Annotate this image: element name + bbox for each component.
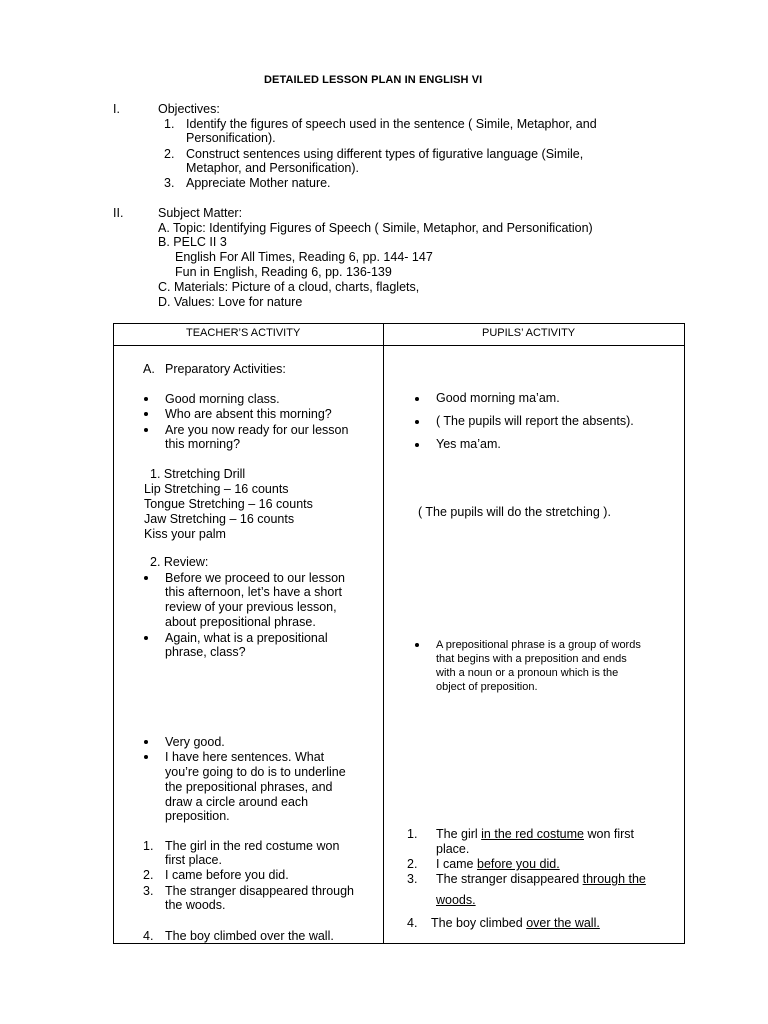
subject-line: B. PELC II 3 [158, 235, 227, 249]
objective-text: Metaphor, and Personification). [186, 161, 360, 175]
subject-line: Fun in English, Reading 6, pp. 136-139 [175, 265, 392, 279]
definition-line: A prepositional phrase is a group of words [436, 639, 641, 651]
sentence-text: first place. [165, 853, 222, 867]
answer-number: 2. [407, 857, 418, 871]
subject-line: English For All Times, Reading 6, pp. 144- 147 [175, 250, 433, 264]
sentence-number: 4. [143, 929, 154, 943]
objective-text: Identify the figures of speech used in the sentence ( Simile, Metaphor, and [186, 117, 597, 131]
pupil-line: Good morning ma’am. [436, 391, 560, 405]
bullet-icon [144, 636, 148, 640]
answer-number: 4. [407, 916, 418, 930]
teacher-line: Who are absent this morning? [165, 407, 332, 421]
objective-number: 1. [164, 117, 175, 131]
teacher-line: this afternoon, let’s have a short [165, 585, 342, 599]
sentence-text: The boy climbed over the wall. [165, 929, 334, 943]
underlined-phrase: over the wall. [526, 916, 600, 930]
underlined-phrase: through the [582, 872, 646, 886]
objective-number: 2. [164, 147, 175, 161]
underlined-phrase: woods. [436, 893, 476, 907]
answer-number: 1. [407, 827, 418, 841]
answer-text: The stranger disappeared through the [436, 872, 646, 886]
answer-number: 3. [407, 872, 418, 886]
pupils-activity-header: PUPILS’ ACTIVITY [482, 327, 576, 339]
bullet-icon [144, 740, 148, 744]
table-header-divider [113, 345, 685, 346]
drill-heading: 1. Stretching Drill [150, 467, 246, 481]
subject-line: D. Values: Love for nature [158, 295, 303, 309]
answer-text: place. [436, 842, 470, 856]
underlined-phrase: in the red costume [481, 827, 584, 841]
teacher-line: Again, what is a prepositional [165, 631, 328, 645]
bullet-icon [415, 397, 419, 401]
bullet-icon [415, 443, 419, 447]
teacher-line: you’re going to do is to underline [165, 765, 346, 779]
drill-line: Jaw Stretching – 16 counts [144, 512, 295, 526]
teacher-activity-header: TEACHER’S ACTIVITY [186, 327, 301, 339]
teacher-line: Good morning class. [165, 392, 280, 406]
teacher-line: about prepositional phrase. [165, 615, 316, 629]
sentence-text: The girl in the red costume won [165, 839, 340, 853]
drill-line: Kiss your palm [144, 527, 226, 541]
drill-line: Lip Stretching – 16 counts [144, 482, 289, 496]
teacher-line: this morning? [165, 437, 241, 451]
subject-matter-heading: Subject Matter: [158, 206, 243, 220]
objective-number: 3. [164, 176, 175, 190]
definition-line: object of preposition. [436, 681, 538, 693]
table-column-divider [383, 323, 384, 944]
pupil-line: ( The pupils will report the absents). [436, 414, 634, 428]
answer-text [436, 893, 476, 908]
sentence-text: I came before you did. [165, 868, 289, 882]
objective-text: Construct sentences using different types of figurative language (Simile, [186, 147, 584, 161]
underlined-phrase: before you did. [477, 857, 560, 871]
bullet-icon [144, 428, 148, 432]
teacher-line: draw a circle around each [165, 795, 309, 809]
objective-text: Appreciate Mother nature. [186, 176, 331, 190]
objectives-heading: Objectives: [158, 102, 220, 116]
pupil-line: Yes ma’am. [436, 437, 501, 451]
preparatory-heading: Preparatory Activities: [165, 362, 286, 376]
prep-letter: A. [143, 362, 155, 376]
review-heading: 2. Review: [150, 555, 209, 569]
section-number-subject: II. [113, 206, 124, 220]
teacher-line: Very good. [165, 735, 225, 749]
objective-text: Personification). [186, 131, 276, 145]
sentence-number: 3. [143, 884, 154, 898]
definition-line: that begins with a preposition and ends [436, 653, 627, 665]
teacher-line: Before we proceed to our lesson [165, 571, 345, 585]
bullet-icon [144, 755, 148, 759]
bullet-icon [415, 420, 419, 424]
subject-line: C. Materials: Picture of a cloud, charts, flaglets, [158, 280, 420, 294]
bullet-icon [144, 576, 148, 580]
bullet-icon [415, 643, 419, 647]
definition-line: with a noun or a pronoun which is the [436, 667, 619, 679]
subject-line: A. Topic: Identifying Figures of Speech ( Simile, Metaphor, and Personification) [158, 221, 593, 235]
answer-text: The girl in the red costume won first [436, 827, 635, 841]
bullet-icon [144, 412, 148, 416]
sentence-number: 2. [143, 868, 154, 882]
teacher-line: I have here sentences. What [165, 750, 325, 764]
pupil-line: ( The pupils will do the stretching ). [418, 505, 611, 519]
page-title: DETAILED LESSON PLAN IN ENGLISH VI [264, 74, 483, 86]
teacher-line: preposition. [165, 809, 230, 823]
section-number-objectives: I. [113, 102, 120, 116]
teacher-line: review of your previous lesson, [165, 600, 337, 614]
answer-text: The boy climbed over the wall. [431, 916, 600, 930]
answer-text: I came before you did. [436, 857, 560, 871]
sentence-number: 1. [143, 839, 154, 853]
teacher-line: the prepositional phrases, and [165, 780, 333, 794]
sentence-text: The stranger disappeared through [165, 884, 355, 898]
drill-line: Tongue Stretching – 16 counts [144, 497, 313, 511]
teacher-line: Are you now ready for our lesson [165, 423, 349, 437]
teacher-line: phrase, class? [165, 645, 246, 659]
bullet-icon [144, 397, 148, 401]
sentence-text: the woods. [165, 898, 226, 912]
